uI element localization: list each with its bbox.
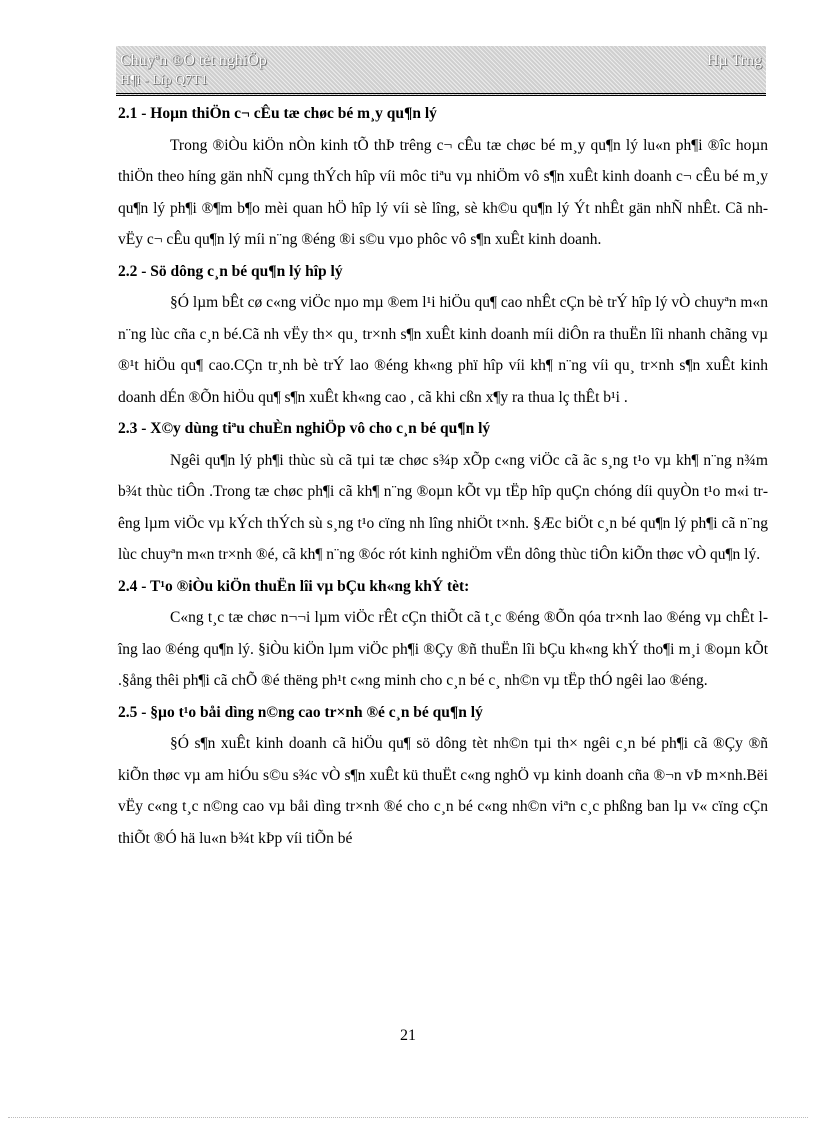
page-number: 21 xyxy=(400,1027,416,1044)
section-paragraph-2-4: C«ng t¸c tæ chøc n¬¬i lµm viÖc rÊt cÇn thiÕt cã t¸c ®éng ®Õn qóa tr×nh lao ®éng vµ chÊt lîng lao ®éng qu¶n lý. §iÒu kiÖn lµm viÖc ph¶i ®Çy ®ñ thuËn lîi bÇu kh«ng khÝ tho¶i m¸i ®oµn kÕt .§ång thêi ph¶i cã chÕ ®é thëng ph¹t c«ng minh cho c¸n bé c¸ nh©n vµ tËp thÓ ngêi lao ®éng. xyxy=(118,609,768,689)
page-header xyxy=(116,46,766,96)
section-paragraph-2-3: Ngêi qu¶n lý ph¶i thùc sù cã tµi tæ chøc s¾p xÕp c«ng viÖc cã ãc s¸ng t¹o vµ kh¶ n¨ng n¾m b¾t thùc tiÔn .Trong tæ chøc ph¶i cã kh¶ n¨ng ®oµn kÕt vµ tËp hîp quÇn chóng díi quyÒn t¹o m«i trêng lµm viÖc vµ kÝch thÝch sù s¸ng t¹o cïng nh lîng nhiÖt t×nh. §Æc biÖt c¸n bé qu¶n lý ph¶i cã n¨ng lùc chuyªn m«n tr×nh ®é, cã kh¶ n¨ng ®óc rót kinh nghiÖm vËn dông thùc tiÔn kiÕn thøc vÒ qu¶n lý. xyxy=(118,451,768,563)
section-paragraph-2-5: §Ó s¶n xuÊt kinh doanh cã hiÖu qu¶ sö dông tèt nh©n tµi th× ngêi c¸n bé ph¶i cã ®Çy ®ñ kiÕn thøc vµ am hiÓu s©u s¾c vÒ s¶n xuÊt kü thuËt c«ng nghÖ vµ kinh doanh cña ®¬n vÞ m×nh.Bëi vËy c«ng t¸c n©ng cao vµ båi dìng tr×nh ®é cho c¸n bé c«ng nh©n viªn c¸c phßng ban lµ v« cïng cÇn thiÕt ®Ó hä lu«n b¾t kÞp víi tiÕn bé xyxy=(118,735,768,847)
header-class: H¶i - Líp Q7T1 xyxy=(120,73,208,88)
section-heading-2-3: 2.3 - X©y dùng tiªu chuÈn nghiÖp vô cho c¸n bé qu¶n lý xyxy=(118,420,491,437)
section-paragraph-2-1: Trong ®iÒu kiÖn nÒn kinh tÕ thÞ trêng c¬ cÊu tæ chøc bé m¸y qu¶n lý lu«n ph¶i ®îc hoµn thiÖn theo híng gän nhÑ cµng thÝch hîp víi môc tiªu vµ nhiÖm vô s¶n xuÊt kinh doanh c¬ cÊu bé m¸y qu¶n lý ph¶i ®¶m b¶o mèi quan hÖ hîp lý víi sè lîng, sè kh©u qu¶n lý Ýt nhÊt gän nhÑ nhÊt. Cã nh vËy c¬ cÊu qu¶n lý míi n¨ng ®éng ®i s©u vµo phôc vô s¶n xuÊt kinh doanh. xyxy=(118,136,768,248)
page-content xyxy=(118,98,768,854)
section-heading-2-4: 2.4 - T¹o ®iÒu kiÖn thuËn lîi vµ bÇu kh«ng khÝ tèt: xyxy=(118,577,470,595)
section-paragraph-2-2: §Ó lµm bÊt cø c«ng viÖc nµo mµ ®em l¹i hiÖu qu¶ cao nhÊt cÇn bè trÝ hîp lý vÒ chuyªn m«n n¨ng lùc cña c¸n bé.Cã nh vËy th× qu¸ tr×nh s¶n xuÊt kinh doanh míi diÔn ra thuËn lîi nhanh chãng vµ ®¹t hiÖu qu¶ cao.CÇn tr¸nh bè trÝ lao ®éng kh«ng phï hîp víi kh¶ n¨ng víi qu¸ tr×nh s¶n xuÊt kinh doanh dÉn ®Õn hiÖu qu¶ s¶n xuÊt kh«ng cao , cã khi cßn x¶y ra thua lç thÊt b¹i . xyxy=(118,294,768,406)
section-heading-2-1: 2.1 - Hoµn thiÖn c¬ cÊu tæ chøc bé m¸y qu¶n lý xyxy=(118,105,437,122)
header-author: Hµ Trng xyxy=(706,52,762,69)
section-heading-2-2: 2.2 - Sö dông c¸n bé qu¶n lý hîp lý xyxy=(118,262,343,280)
section-heading-2-5: 2.5 - §µo t¹o båi dìng n©ng cao tr×nh ®é c¸n bé qu¶n lý xyxy=(118,703,483,721)
header-title: Chuyªn ®Ò tèt nghiÖp xyxy=(120,52,267,69)
footer-divider xyxy=(8,1117,808,1118)
